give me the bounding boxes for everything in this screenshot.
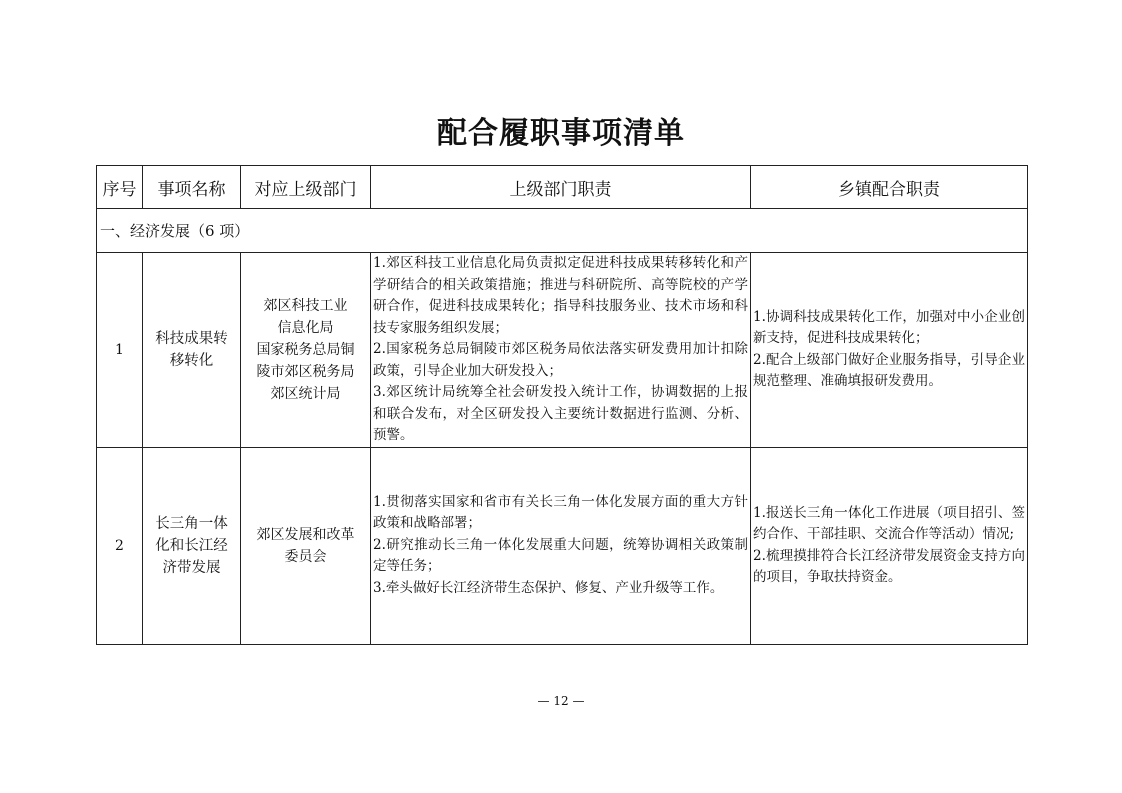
header-superior-duties: 上级部门职责 [371, 166, 751, 209]
duty-item: 1.贯彻落实国家和省市有关长三角一体化发展方面的重大方针政策和战略部署； [373, 493, 748, 532]
department-list [241, 447, 371, 644]
header-township-duties: 乡镇配合职责 [751, 166, 1028, 209]
department-line: 陵市郊区税务局 [256, 363, 355, 380]
header-serial-number: 序号 [97, 166, 143, 209]
superior-duty-cell [371, 253, 751, 448]
duty-item: 1.郊区科技工业信息化局负责拟定促进科技成果转移转化和产学研结合的相关政策措施；推进与科研院所、高等院校的产学研合作，促进科技成果转化；指导科技服务业、技术市场和科技专家服务组织发展； [373, 255, 748, 336]
section-row [97, 209, 1028, 253]
department-line: 郊区发展和改革 [256, 526, 355, 543]
duty-item: 2.研究推动长三角一体化发展重大问题，统筹协调相关政策制定等任务； [373, 536, 748, 575]
document-title: 配合履职事项清单 [437, 116, 685, 151]
department-line: 郊区统计局 [270, 385, 341, 402]
table-row [97, 253, 1028, 448]
department-line: 信息化局 [277, 319, 334, 336]
section-title: 一、经济发展（6 项） [97, 209, 1028, 253]
department-line: 委员会 [284, 548, 327, 565]
item-name: 长三角一体化和长江经济带发展 [143, 447, 241, 644]
township-duty-cell [751, 253, 1028, 448]
duty-item: 2.国家税务总局铜陵市郊区税务局依法落实研发费用加计扣除政策，引导企业加大研发投入； [373, 341, 748, 379]
township-duty-cell [751, 447, 1028, 644]
row-number: 2 [97, 447, 143, 644]
item-name: 科技成果转移转化 [143, 253, 241, 448]
duty-item: 1.报送长三角一体化工作进展（项目招引、签约合作、干部挂职、交流合作等活动）情况; [753, 504, 1025, 542]
table-row [97, 447, 1028, 644]
duty-table [96, 165, 1028, 645]
header-item-name: 事项名称 [143, 166, 241, 209]
duty-item: 3.牵头做好长江经济带生态保护、修复、产业升级等工作。 [373, 579, 724, 596]
page-number: — 12 — [537, 694, 585, 708]
department-list [241, 253, 371, 448]
duty-item: 2.配合上级部门做好企业服务指导，引导企业规范整理、准确填报研发费用。 [753, 351, 1025, 390]
department-line: 国家税务总局铜 [256, 341, 355, 358]
superior-duty-cell [371, 447, 751, 644]
duty-item: 2.梳理摸排符合长江经济带发展资金支持方向的项目，争取扶持资金。 [753, 547, 1025, 585]
row-number: 1 [97, 253, 143, 448]
department-line: 郊区科技工业 [263, 297, 348, 314]
duty-item: 1.协调科技成果转化工作，加强对中小企业创新支持，促进科技成果转化； [753, 308, 1025, 347]
header-superior-department: 对应上级部门 [241, 166, 371, 209]
table-header-row [97, 166, 1028, 209]
duty-item: 3.郊区统计局统筹全社会研发投入统计工作，协调数据的上报和联合发布，对全区研发投入主要统计数据进行监测、分析、预警。 [373, 384, 748, 443]
